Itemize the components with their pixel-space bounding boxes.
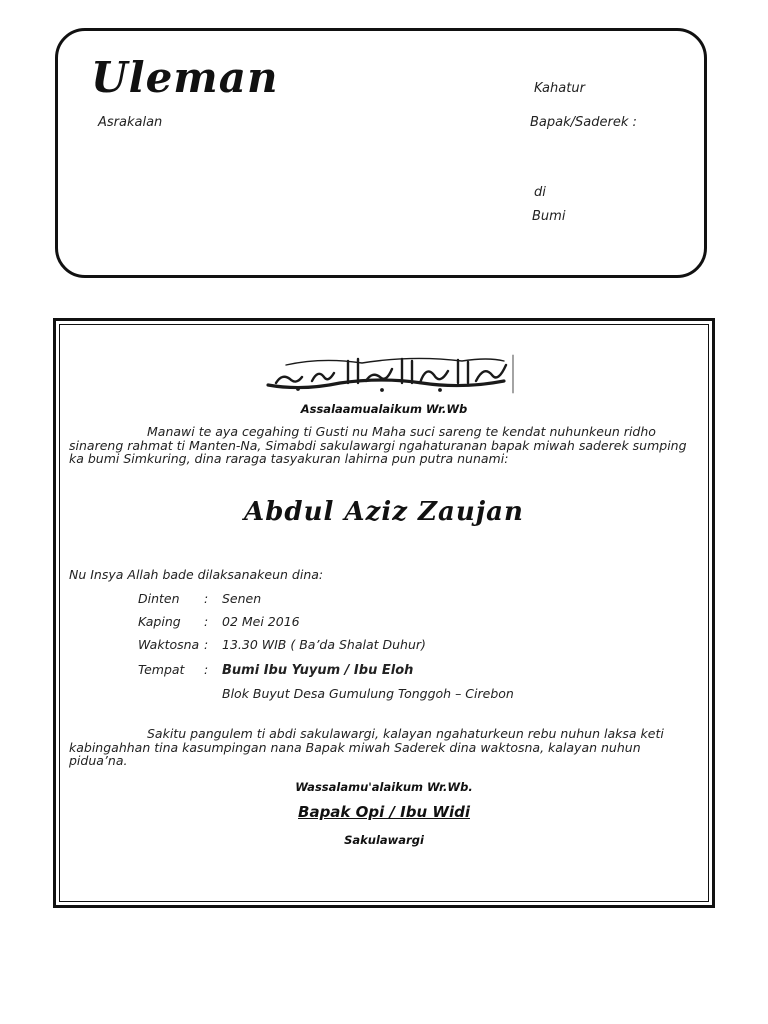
detail-row-kaping [138,614,300,629]
detail-separator: : [204,614,209,629]
di-label: di [534,185,546,200]
envelope-title: Uleman [91,53,279,102]
kahatur-label: Kahatur [534,81,585,96]
detail-separator: : [204,591,209,606]
invitation-inner-border [59,324,709,902]
opening-greeting: Assalaamualaikum Wr.Wb [300,402,468,416]
host-name: Bapak Opi / Ibu Widi [298,803,470,821]
detail-separator: : [204,637,209,652]
host-subtitle: Sakulawargi [344,833,424,847]
detail-separator: : [204,662,209,677]
event-intro: Nu Insya Allah bade dilaksanakeun dina: [69,567,324,582]
child-name: Abdul Aziz Zaujan [244,497,524,527]
detail-row-waktosna [138,637,426,652]
detail-value-waktosna: 13.30 WIB ( Ba’da Shalat Duhur) [222,637,426,652]
closing-greeting: Wassalamu'alaikum Wr.Wb. [295,780,473,794]
detail-label-kaping: Kaping [138,614,181,629]
detail-row-dinten [138,591,261,606]
bumi-label: Bumi [532,209,566,224]
recipient-label: Bapak/Saderek : [530,115,637,130]
detail-value-dinten: Senen [222,591,262,606]
sender-label: Asrakalan [98,115,163,130]
closing-paragraph: Sakitu pangulem ti abdi sakulawargi, kalayan ngahaturkeun rebu nuhun laksa keti kabingahhan tina kasumpingan nana Bapak miwah Saderek dina waktosna, kalayan nuhun pidua’na. [69,726,664,768]
opening-paragraph: Manawi te aya cegahing ti Gusti nu Maha suci sareng te kendat nuhunkeun ridho sinareng rahmat ti Manten-Na, Simabdi sakulawargi ngahaturanan bapak miwah saderek sumping ka bumi Simkuring, dina raraga tasyakuran lahirna pun putra nunami: [69,424,687,466]
basmala-calligraphy-icon [262,353,514,395]
detail-value-tempat: Bumi Ibu Yuyum / Ibu Eloh [222,663,414,678]
detail-row-tempat [138,662,413,678]
detail-address: Blok Buyut Desa Gumulung Tonggoh – Cirebon [222,686,514,701]
detail-label-tempat: Tempat [138,662,185,677]
detail-value-kaping: 02 Mei 2016 [222,614,300,629]
detail-label-dinten: Dinten [138,591,180,606]
invitation-card [53,318,715,908]
envelope-card [55,28,707,278]
detail-label-waktosna: Waktosna [138,637,200,652]
